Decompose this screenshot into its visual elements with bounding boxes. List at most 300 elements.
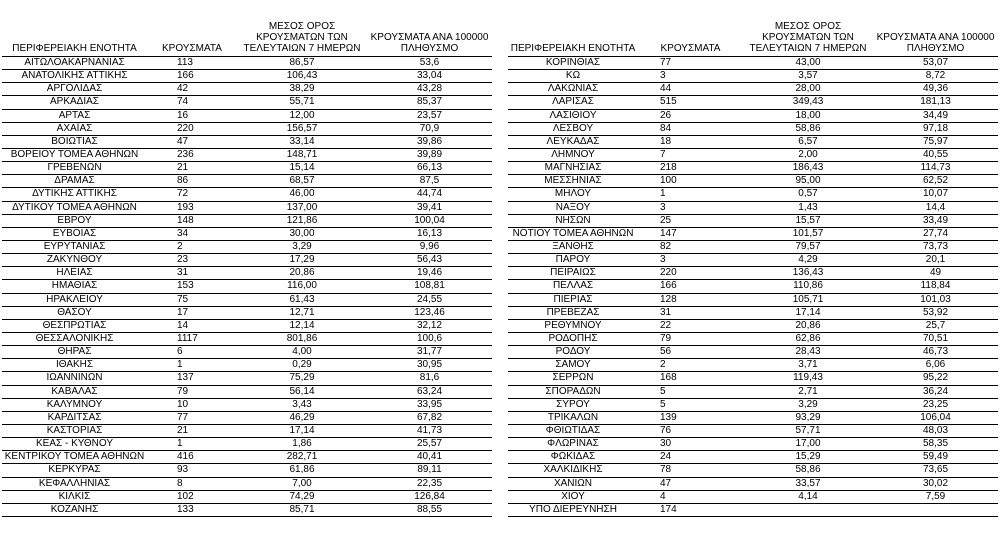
table-row: [2, 477, 492, 490]
region-cell: ΔΡΑΜΑΣ: [2, 175, 147, 188]
avg7-cell: 15,14: [237, 162, 367, 175]
cases-cell: 44: [638, 83, 743, 96]
cases-cell: 8: [147, 477, 237, 490]
cases-cell: 416: [147, 451, 237, 464]
table-row: [508, 438, 998, 451]
table-row: [2, 464, 492, 477]
per100k-cell: 20,1: [873, 254, 998, 267]
region-cell: ΔΥΤΙΚΗΣ ΑΤΤΙΚΗΣ: [2, 188, 147, 201]
cases-cell: 24: [638, 451, 743, 464]
avg7-cell: 57,71: [743, 424, 873, 437]
region-cell: ΑΙΤΩΛΟΑΚΑΡΝΑΝΙΑΣ: [2, 57, 147, 70]
region-cell: ΘΕΣΠΡΩΤΙΑΣ: [2, 319, 147, 332]
table-row: [2, 214, 492, 227]
table-row: [2, 424, 492, 437]
table-row: [2, 438, 492, 451]
per100k-cell: 89,11: [367, 464, 492, 477]
per100k-cell: 118,84: [873, 280, 998, 293]
cases-cell: 168: [638, 372, 743, 385]
cases-cell: 26: [638, 109, 743, 122]
per100k-cell: 23,57: [367, 109, 492, 122]
avg7-cell: 12,71: [237, 306, 367, 319]
region-cell: ΒΟΙΩΤΙΑΣ: [2, 135, 147, 148]
per100k-cell: 59,49: [873, 451, 998, 464]
per100k-cell: 114,73: [873, 162, 998, 175]
avg7-cell: 46,00: [237, 188, 367, 201]
table-row: [508, 162, 998, 175]
table-row: [508, 332, 998, 345]
per100k-cell: 8,72: [873, 70, 998, 83]
avg7-cell: 110,86: [743, 280, 873, 293]
table-row: [2, 122, 492, 135]
region-cell: ΛΑΣΙΘΙΟΥ: [508, 109, 638, 122]
avg7-cell: 121,86: [237, 214, 367, 227]
region-cell: ΘΕΣΣΑΛΟΝΙΚΗΣ: [2, 332, 147, 345]
cases-cell: 30: [638, 438, 743, 451]
region-cell: ΣΠΟΡΑΔΩΝ: [508, 385, 638, 398]
table-body-right: [508, 57, 998, 517]
per100k-cell: 22,35: [367, 477, 492, 490]
region-cell: ΜΑΓΝΗΣΙΑΣ: [508, 162, 638, 175]
cases-cell: 100: [638, 175, 743, 188]
cases-cell: 10: [147, 398, 237, 411]
avg7-cell: 62,86: [743, 332, 873, 345]
cases-cell: 47: [147, 135, 237, 148]
avg7-cell: 1,43: [743, 201, 873, 214]
per100k-cell: 39,41: [367, 201, 492, 214]
region-cell: ΚΩ: [508, 70, 638, 83]
cases-cell: 3: [638, 70, 743, 83]
cases-cell: 1: [147, 438, 237, 451]
region-cell: ΣΕΡΡΩΝ: [508, 372, 638, 385]
per100k-cell: 73,73: [873, 240, 998, 253]
per100k-cell: 100,04: [367, 214, 492, 227]
cases-table-right: [508, 10, 998, 517]
avg7-cell: 1,86: [237, 438, 367, 451]
region-cell: ΙΩΑΝΝΙΝΩΝ: [2, 372, 147, 385]
region-cell: ΚΕΑΣ - ΚΥΘΝΟΥ: [2, 438, 147, 451]
region-cell: ΧΑΛΚΙΔΙΚΗΣ: [508, 464, 638, 477]
region-cell: ΑΡΤΑΣ: [2, 109, 147, 122]
table-header-row: [2, 10, 492, 57]
cases-cell: 166: [638, 280, 743, 293]
avg7-cell: 101,57: [743, 227, 873, 240]
region-cell: ΚΑΛΥΜΝΟΥ: [2, 398, 147, 411]
avg7-cell: 55,71: [237, 96, 367, 109]
avg7-cell: 43,00: [743, 57, 873, 70]
avg7-cell: 186,43: [743, 162, 873, 175]
table-row: [2, 280, 492, 293]
header-region: ΠΕΡΙΦΕΡΕΙΑΚΗ ΕΝΟΤΗΤΑ: [2, 10, 147, 57]
table-row: [2, 372, 492, 385]
table-row: [2, 240, 492, 253]
avg7-cell: 86,57: [237, 57, 367, 70]
region-cell: ΤΡΙΚΑΛΩΝ: [508, 411, 638, 424]
per100k-cell: 33,95: [367, 398, 492, 411]
cases-cell: 79: [638, 332, 743, 345]
avg7-cell: 3,43: [237, 398, 367, 411]
table-row: [2, 398, 492, 411]
table-row: [508, 385, 998, 398]
cases-cell: 128: [638, 293, 743, 306]
cases-cell: 137: [147, 372, 237, 385]
avg7-cell: 7,00: [237, 477, 367, 490]
per100k-cell: 16,13: [367, 227, 492, 240]
table-row: [2, 201, 492, 214]
per100k-cell: 31,77: [367, 346, 492, 359]
per100k-cell: 53,92: [873, 306, 998, 319]
cases-cell: 77: [147, 411, 237, 424]
cases-cell: 75: [147, 293, 237, 306]
per100k-cell: 32,12: [367, 319, 492, 332]
per100k-cell: 181,13: [873, 96, 998, 109]
per100k-cell: 14,4: [873, 201, 998, 214]
cases-cell: 84: [638, 122, 743, 135]
per100k-cell: 49,36: [873, 83, 998, 96]
cases-cell: 6: [147, 346, 237, 359]
per100k-cell: 39,89: [367, 148, 492, 161]
avg7-cell: 17,29: [237, 254, 367, 267]
table-row: [508, 214, 998, 227]
table-row: [508, 148, 998, 161]
table-header-row: [508, 10, 998, 57]
cases-cell: 31: [147, 267, 237, 280]
avg7-cell: 38,29: [237, 83, 367, 96]
per100k-cell: 56,43: [367, 254, 492, 267]
cases-cell: 174: [638, 503, 743, 516]
table-row: [508, 477, 998, 490]
table-row: [508, 280, 998, 293]
avg7-cell: 56,14: [237, 385, 367, 398]
cases-cell: 153: [147, 280, 237, 293]
per100k-cell: 33,49: [873, 214, 998, 227]
avg7-cell: 17,00: [743, 438, 873, 451]
cases-cell: 21: [147, 424, 237, 437]
table-row: [2, 332, 492, 345]
table-row: [2, 346, 492, 359]
avg7-cell: 46,29: [237, 411, 367, 424]
per100k-cell: 73,65: [873, 464, 998, 477]
table-row: [2, 451, 492, 464]
region-cell: ΦΘΙΩΤΙΔΑΣ: [508, 424, 638, 437]
table-row: [2, 162, 492, 175]
per100k-cell: 44,74: [367, 188, 492, 201]
avg7-cell: 801,86: [237, 332, 367, 345]
region-cell: ΡΟΔΟΠΗΣ: [508, 332, 638, 345]
region-cell: ΞΑΝΘΗΣ: [508, 240, 638, 253]
avg7-cell: 4,14: [743, 490, 873, 503]
per100k-cell: 63,24: [367, 385, 492, 398]
region-cell: ΑΡΓΟΛΙΔΑΣ: [2, 83, 147, 96]
table-row: [508, 57, 998, 70]
cases-cell: 3: [638, 254, 743, 267]
cases-cell: 78: [638, 464, 743, 477]
cases-cell: 139: [638, 411, 743, 424]
table-row: [508, 464, 998, 477]
table-row: [508, 398, 998, 411]
per100k-cell: 10,07: [873, 188, 998, 201]
per100k-cell: 9,96: [367, 240, 492, 253]
avg7-cell: 6,57: [743, 135, 873, 148]
per100k-cell: 27,74: [873, 227, 998, 240]
cases-cell: 166: [147, 70, 237, 83]
region-cell: ΠΕΛΛΑΣ: [508, 280, 638, 293]
avg7-cell: 15,57: [743, 214, 873, 227]
avg7-cell: 30,00: [237, 227, 367, 240]
avg7-cell: 2,00: [743, 148, 873, 161]
header-avg7: ΜΕΣΟΣ ΟΡΟΣ ΚΡΟΥΣΜΑΤΩΝ ΤΩΝ ΤΕΛΕΥΤΑΙΩΝ 7 ΗΜΕΡΩΝ: [743, 10, 873, 57]
cases-cell: 79: [147, 385, 237, 398]
per100k-cell: 39,86: [367, 135, 492, 148]
cases-cell: 2: [147, 240, 237, 253]
header-region: ΠΕΡΙΦΕΡΕΙΑΚΗ ΕΝΟΤΗΤΑ: [508, 10, 638, 57]
header-per100k: ΚΡΟΥΣΜΑΤΑ ΑΝΑ 100000 ΠΛΗΘΥΣΜΟ: [367, 10, 492, 57]
table-row: [508, 490, 998, 503]
region-cell: ΣΑΜΟΥ: [508, 359, 638, 372]
avg7-cell: 58,86: [743, 464, 873, 477]
cases-cell: 86: [147, 175, 237, 188]
per100k-cell: 85,37: [367, 96, 492, 109]
avg7-cell: 349,43: [743, 96, 873, 109]
cases-cell: 236: [147, 148, 237, 161]
region-cell: ΗΡΑΚΛΕΙΟΥ: [2, 293, 147, 306]
per100k-cell: 67,82: [367, 411, 492, 424]
avg7-cell: 3,29: [237, 240, 367, 253]
per100k-cell: 6,06: [873, 359, 998, 372]
header-per100k: ΚΡΟΥΣΜΑΤΑ ΑΝΑ 100000 ΠΛΗΘΥΣΜΟ: [873, 10, 998, 57]
table-row: [508, 135, 998, 148]
cases-cell: 74: [147, 96, 237, 109]
region-cell: ΧΙΟΥ: [508, 490, 638, 503]
avg7-cell: 79,57: [743, 240, 873, 253]
per100k-cell: 30,95: [367, 359, 492, 372]
per100k-cell: 100,6: [367, 332, 492, 345]
per100k-cell: 49: [873, 267, 998, 280]
per100k-cell: 58,35: [873, 438, 998, 451]
region-cell: ΠΕΙΡΑΙΩΣ: [508, 267, 638, 280]
per100k-cell: 34,49: [873, 109, 998, 122]
region-cell: ΖΑΚΥΝΘΟΥ: [2, 254, 147, 267]
avg7-cell: 95,00: [743, 175, 873, 188]
table-row: [2, 96, 492, 109]
avg7-cell: 0,57: [743, 188, 873, 201]
table-row: [508, 503, 998, 516]
region-cell: ΝΑΞΟΥ: [508, 201, 638, 214]
avg7-cell: 68,57: [237, 175, 367, 188]
table-row: [508, 70, 998, 83]
header-avg7: ΜΕΣΟΣ ΟΡΟΣ ΚΡΟΥΣΜΑΤΩΝ ΤΩΝ ΤΕΛΕΥΤΑΙΩΝ 7 ΗΜΕΡΩΝ: [237, 10, 367, 57]
header-cases: ΚΡΟΥΣΜΑΤΑ: [147, 10, 237, 57]
avg7-cell: 58,86: [743, 122, 873, 135]
table-row: [508, 109, 998, 122]
table-row: [508, 451, 998, 464]
avg7-cell: 116,00: [237, 280, 367, 293]
cases-cell: 25: [638, 214, 743, 227]
per100k-cell: 106,04: [873, 411, 998, 424]
region-cell: ΝΗΣΩΝ: [508, 214, 638, 227]
cases-cell: 76: [638, 424, 743, 437]
region-cell: ΚΑΣΤΟΡΙΑΣ: [2, 424, 147, 437]
per100k-cell: [873, 503, 998, 516]
table-row: [2, 109, 492, 122]
cases-cell: 102: [147, 490, 237, 503]
region-cell: ΡΟΔΟΥ: [508, 346, 638, 359]
cases-cell: 147: [638, 227, 743, 240]
table-row: [2, 175, 492, 188]
cases-cell: 82: [638, 240, 743, 253]
table-row: [508, 201, 998, 214]
per100k-cell: 46,73: [873, 346, 998, 359]
per100k-cell: 48,03: [873, 424, 998, 437]
cases-table-left: [2, 10, 492, 517]
cases-cell: 21: [147, 162, 237, 175]
avg7-cell: 136,43: [743, 267, 873, 280]
cases-cell: 220: [147, 122, 237, 135]
avg7-cell: 12,00: [237, 109, 367, 122]
avg7-cell: 74,29: [237, 490, 367, 503]
region-cell: ΚΕΝΤΡΙΚΟΥ ΤΟΜΕΑ ΑΘΗΝΩΝ: [2, 451, 147, 464]
avg7-cell: 20,86: [237, 267, 367, 280]
avg7-cell: 20,86: [743, 319, 873, 332]
region-cell: ΧΑΝΙΩΝ: [508, 477, 638, 490]
avg7-cell: 282,71: [237, 451, 367, 464]
table-row: [508, 267, 998, 280]
per100k-cell: 33,04: [367, 70, 492, 83]
table-row: [2, 83, 492, 96]
cases-cell: 18: [638, 135, 743, 148]
per100k-cell: 19,46: [367, 267, 492, 280]
avg7-cell: 106,43: [237, 70, 367, 83]
region-cell: ΠΑΡΟΥ: [508, 254, 638, 267]
avg7-cell: 33,57: [743, 477, 873, 490]
table-row: [2, 306, 492, 319]
cases-cell: 72: [147, 188, 237, 201]
per100k-cell: 36,24: [873, 385, 998, 398]
per100k-cell: 70,51: [873, 332, 998, 345]
table-row: [508, 96, 998, 109]
cases-cell: 16: [147, 109, 237, 122]
avg7-cell: 33,14: [237, 135, 367, 148]
table-row: [2, 148, 492, 161]
per100k-cell: 81,6: [367, 372, 492, 385]
avg7-cell: 93,29: [743, 411, 873, 424]
table-row: [2, 490, 492, 503]
region-cell: ΣΥΡΟΥ: [508, 398, 638, 411]
per100k-cell: 30,02: [873, 477, 998, 490]
table-row: [2, 359, 492, 372]
cases-cell: 1: [638, 188, 743, 201]
avg7-cell: [743, 503, 873, 516]
table-row: [2, 254, 492, 267]
region-cell: ΦΛΩΡΙΝΑΣ: [508, 438, 638, 451]
table-row: [508, 411, 998, 424]
avg7-cell: 85,71: [237, 503, 367, 516]
table-row: [2, 411, 492, 424]
per100k-cell: 43,28: [367, 83, 492, 96]
region-cell: ΑΝΑΤΟΛΙΚΗΣ ΑΤΤΙΚΗΣ: [2, 70, 147, 83]
region-cell: ΚΟΖΑΝΗΣ: [2, 503, 147, 516]
region-cell: ΜΗΛΟΥ: [508, 188, 638, 201]
region-cell: ΚΕΦΑΛΛΗΝΙΑΣ: [2, 477, 147, 490]
table-row: [508, 122, 998, 135]
region-cell: ΔΥΤΙΚΟΥ ΤΟΜΕΑ ΑΘΗΝΩΝ: [2, 201, 147, 214]
cases-cell: 23: [147, 254, 237, 267]
table-row: [508, 359, 998, 372]
per100k-cell: 126,84: [367, 490, 492, 503]
cases-cell: 93: [147, 464, 237, 477]
table-row: [2, 188, 492, 201]
cases-cell: 4: [638, 490, 743, 503]
per100k-cell: 23,25: [873, 398, 998, 411]
region-cell: ΑΧΑΪΑΣ: [2, 122, 147, 135]
region-cell: ΛΑΡΙΣΑΣ: [508, 96, 638, 109]
cases-cell: 193: [147, 201, 237, 214]
region-cell: ΦΩΚΙΔΑΣ: [508, 451, 638, 464]
header-cases: ΚΡΟΥΣΜΑΤΑ: [638, 10, 743, 57]
table-row: [2, 293, 492, 306]
region-cell: ΗΛΕΙΑΣ: [2, 267, 147, 280]
avg7-cell: 2,71: [743, 385, 873, 398]
avg7-cell: 28,43: [743, 346, 873, 359]
cases-cell: 133: [147, 503, 237, 516]
cases-cell: 31: [638, 306, 743, 319]
table-row: [2, 135, 492, 148]
region-cell: ΚΑΡΔΙΤΣΑΣ: [2, 411, 147, 424]
per100k-cell: 87,5: [367, 175, 492, 188]
table-row: [508, 319, 998, 332]
avg7-cell: 75,29: [237, 372, 367, 385]
table-row: [508, 293, 998, 306]
right-table-section: [508, 10, 998, 517]
per100k-cell: 25,7: [873, 319, 998, 332]
per100k-cell: 62,52: [873, 175, 998, 188]
avg7-cell: 3,57: [743, 70, 873, 83]
avg7-cell: 12,14: [237, 319, 367, 332]
avg7-cell: 15,29: [743, 451, 873, 464]
per100k-cell: 101,03: [873, 293, 998, 306]
region-cell: ΛΑΚΩΝΙΑΣ: [508, 83, 638, 96]
per100k-cell: 66,13: [367, 162, 492, 175]
avg7-cell: 61,43: [237, 293, 367, 306]
cases-cell: 1117: [147, 332, 237, 345]
table-row: [2, 227, 492, 240]
table-row: [508, 188, 998, 201]
per100k-cell: 41,73: [367, 424, 492, 437]
cases-cell: 14: [147, 319, 237, 332]
region-cell: ΝΟΤΙΟΥ ΤΟΜΕΑ ΑΘΗΝΩΝ: [508, 227, 638, 240]
per100k-cell: 108,81: [367, 280, 492, 293]
cases-cell: 77: [638, 57, 743, 70]
region-cell: ΠΙΕΡΙΑΣ: [508, 293, 638, 306]
cases-cell: 56: [638, 346, 743, 359]
avg7-cell: 4,29: [743, 254, 873, 267]
table-row: [508, 424, 998, 437]
cases-cell: 515: [638, 96, 743, 109]
per100k-cell: 7,59: [873, 490, 998, 503]
avg7-cell: 156,57: [237, 122, 367, 135]
cases-cell: 22: [638, 319, 743, 332]
avg7-cell: 137,00: [237, 201, 367, 214]
table-row: [508, 306, 998, 319]
region-cell: ΑΡΚΑΔΙΑΣ: [2, 96, 147, 109]
table-row: [508, 372, 998, 385]
avg7-cell: 0,29: [237, 359, 367, 372]
region-cell: ΥΠΟ ΔΙΕΡΕΥΝΗΣΗ: [508, 503, 638, 516]
per100k-cell: 53,07: [873, 57, 998, 70]
region-cell: ΓΡΕΒΕΝΩΝ: [2, 162, 147, 175]
region-cell: ΚΙΛΚΙΣ: [2, 490, 147, 503]
table-row: [2, 385, 492, 398]
